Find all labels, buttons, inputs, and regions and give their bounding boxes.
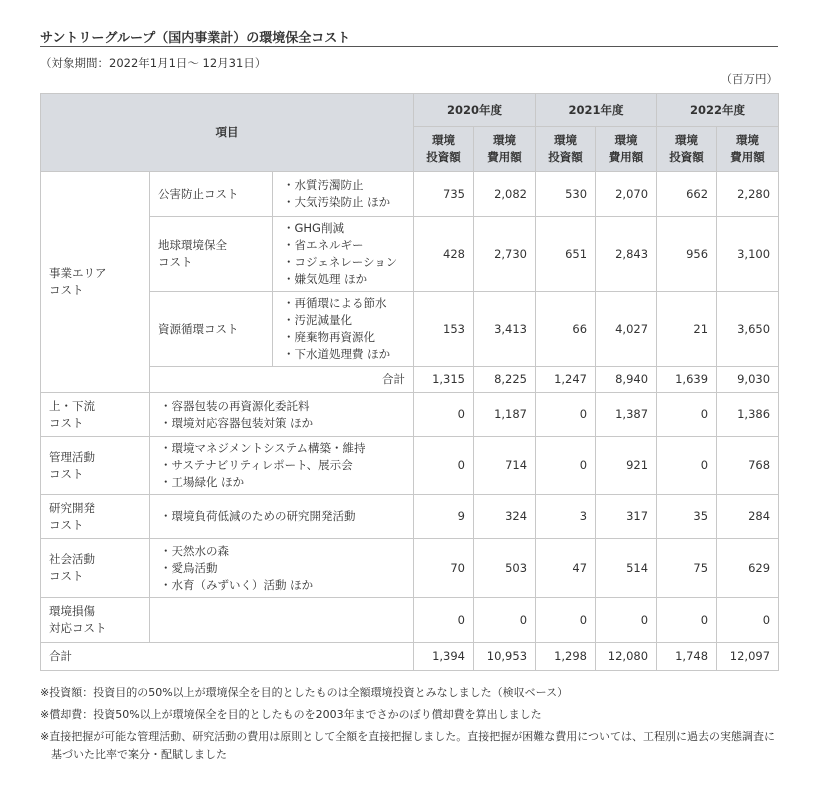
footnote: ※償却費：投資50%以上が環境保全を目的としたものを2003年までさかのぼり償却費を算出しました xyxy=(40,708,542,721)
page-title: サントリーグループ（国内事業計）の環境保全コスト xyxy=(40,31,351,46)
business-area-label: 事業エリア コスト xyxy=(41,172,150,393)
value-cell: 0 xyxy=(474,598,536,643)
item-text: ・水質汚濁防止 xyxy=(283,178,364,192)
value-cell: 651 xyxy=(536,217,596,292)
value-cell: 75 xyxy=(657,539,717,598)
header-subcolumn: 環境 費用額 xyxy=(717,127,779,172)
value-cell: 1,387 xyxy=(596,393,657,437)
row-label: 社会活動 コスト xyxy=(41,539,150,598)
row-label: 公害防止コスト xyxy=(150,172,273,217)
value-cell: 2,843 xyxy=(596,217,657,292)
value-cell: 317 xyxy=(596,495,657,539)
value-cell: 2,730 xyxy=(474,217,536,292)
item-text: ・汚泥減量化 xyxy=(283,313,352,327)
items-cell xyxy=(150,598,414,643)
header-year: 2022年度 xyxy=(657,94,779,127)
value-cell: 0 xyxy=(414,393,474,437)
value-cell: 47 xyxy=(536,539,596,598)
items-cell xyxy=(150,539,414,598)
header-subcolumn: 環境 投資額 xyxy=(657,127,717,172)
value-cell: 2,070 xyxy=(596,172,657,217)
row-label: 地球環境保全 コスト xyxy=(150,217,273,292)
value-cell: 0 xyxy=(414,437,474,495)
items-cell xyxy=(150,437,414,495)
value-cell: 530 xyxy=(536,172,596,217)
item-text: ・愛鳥活動 xyxy=(160,560,218,575)
value-cell: 3,413 xyxy=(474,292,536,367)
items-cell xyxy=(150,393,414,437)
value-cell: 1,386 xyxy=(717,393,779,437)
value-cell: 956 xyxy=(657,217,717,292)
total-row xyxy=(41,643,779,671)
value-cell: 768 xyxy=(717,437,779,495)
item-text: ・容器包装の再資源化委託料 xyxy=(160,398,310,413)
item-text: ・GHG削減 xyxy=(283,221,344,235)
item-text: ・工場緑化 ほか xyxy=(160,475,245,489)
table-row xyxy=(41,437,779,495)
item-text: ・水育（みずいく）活動 ほか xyxy=(160,577,314,592)
footnote: ※投資額：投資目的の50%以上が環境保全を目的としたものは全額環境投資とみなしました（検収ベース） xyxy=(40,686,569,699)
value-cell: 12,080 xyxy=(596,643,657,671)
items-cell xyxy=(273,292,414,367)
value-cell: 1,187 xyxy=(474,393,536,437)
row-label: 資源循環コスト xyxy=(150,292,273,367)
value-cell: 21 xyxy=(657,292,717,367)
value-cell: 662 xyxy=(657,172,717,217)
item-text: ・再循環による節水 xyxy=(283,296,387,310)
value-cell: 2,280 xyxy=(717,172,779,217)
row-label: 環境損傷 対応コスト xyxy=(41,598,150,643)
value-cell: 70 xyxy=(414,539,474,598)
table-row xyxy=(41,495,779,539)
header-year: 2021年度 xyxy=(536,94,657,127)
value-cell: 629 xyxy=(717,539,779,598)
item-text: ・サステナビリティレポート、展示会 xyxy=(160,458,353,472)
subtotal-label: 合計 xyxy=(150,367,414,393)
item-text: ・環境マネジメントシステム構築・維持 xyxy=(160,441,366,455)
value-cell: 12,097 xyxy=(717,643,779,671)
value-cell: 153 xyxy=(414,292,474,367)
header-year: 2020年度 xyxy=(414,94,536,127)
header-subcolumn: 環境 費用額 xyxy=(596,127,657,172)
value-cell: 921 xyxy=(596,437,657,495)
value-cell: 0 xyxy=(657,393,717,437)
items-cell xyxy=(273,217,414,292)
table-row xyxy=(41,172,779,217)
item-text: ・天然水の森 xyxy=(160,543,229,558)
header-subcolumn: 環境 投資額 xyxy=(414,127,474,172)
row-label: 上・下流 コスト xyxy=(41,393,150,437)
value-cell: 3,650 xyxy=(717,292,779,367)
value-cell: 1,639 xyxy=(657,367,717,393)
table-row xyxy=(41,217,779,292)
value-cell: 1,247 xyxy=(536,367,596,393)
item-text: ・下水道処理費 ほか xyxy=(283,347,391,361)
header-subcolumn: 環境 費用額 xyxy=(474,127,536,172)
value-cell: 8,940 xyxy=(596,367,657,393)
value-cell: 428 xyxy=(414,217,474,292)
header-item: 項目 xyxy=(41,94,414,172)
item-text: ・嫌気処理 ほか xyxy=(283,272,368,286)
value-cell: 0 xyxy=(657,437,717,495)
item-text: ・廃棄物再資源化 xyxy=(283,330,375,344)
table-row xyxy=(41,393,779,437)
value-cell: 3 xyxy=(536,495,596,539)
value-cell: 0 xyxy=(536,393,596,437)
value-cell: 0 xyxy=(717,598,779,643)
value-cell: 10,953 xyxy=(474,643,536,671)
table-row xyxy=(41,539,779,598)
value-cell: 0 xyxy=(536,437,596,495)
value-cell: 0 xyxy=(414,598,474,643)
target-period: （対象期間：2022年1月1日～ 12月31日） xyxy=(40,56,267,70)
value-cell: 4,027 xyxy=(596,292,657,367)
item-text: ・環境対応容器包装対策 ほか xyxy=(160,415,314,430)
total-label: 合計 xyxy=(41,643,414,671)
item-text: ・コジェネレーション xyxy=(283,255,398,269)
value-cell: 284 xyxy=(717,495,779,539)
row-label: 研究開発 コスト xyxy=(41,495,150,539)
value-cell: 503 xyxy=(474,539,536,598)
environmental-cost-table xyxy=(40,93,779,671)
value-cell: 0 xyxy=(596,598,657,643)
row-label: 管理活動 コスト xyxy=(41,437,150,495)
value-cell: 2,082 xyxy=(474,172,536,217)
value-cell: 1,315 xyxy=(414,367,474,393)
items-cell xyxy=(150,495,414,539)
subtotal-row xyxy=(41,367,779,393)
value-cell: 3,100 xyxy=(717,217,779,292)
unit-label: （百万円） xyxy=(720,72,778,86)
value-cell: 1,748 xyxy=(657,643,717,671)
value-cell: 9 xyxy=(414,495,474,539)
item-text: ・大気汚染防止 ほか xyxy=(283,195,391,209)
value-cell: 735 xyxy=(414,172,474,217)
header-subcolumn: 環境 投資額 xyxy=(536,127,596,172)
value-cell: 35 xyxy=(657,495,717,539)
title-divider xyxy=(40,46,778,47)
items-cell xyxy=(273,172,414,217)
value-cell: 0 xyxy=(536,598,596,643)
value-cell: 1,298 xyxy=(536,643,596,671)
value-cell: 0 xyxy=(657,598,717,643)
table-row xyxy=(41,292,779,367)
footnotes xyxy=(40,684,790,768)
value-cell: 9,030 xyxy=(717,367,779,393)
value-cell: 8,225 xyxy=(474,367,536,393)
item-text: ・省エネルギー xyxy=(283,238,364,252)
value-cell: 66 xyxy=(536,292,596,367)
item-text: ・環境負荷低減のための研究開発活動 xyxy=(160,509,356,523)
footnote: ※直接把握が可能な管理活動、研究活動の費用は原則として全額を直接把握しました。直接把握が困難な費用については、工程別に過去の実態調査に 基づいた比率で案分・配賦しました xyxy=(40,730,775,761)
value-cell: 714 xyxy=(474,437,536,495)
table-row xyxy=(41,598,779,643)
value-cell: 514 xyxy=(596,539,657,598)
value-cell: 324 xyxy=(474,495,536,539)
value-cell: 1,394 xyxy=(414,643,474,671)
